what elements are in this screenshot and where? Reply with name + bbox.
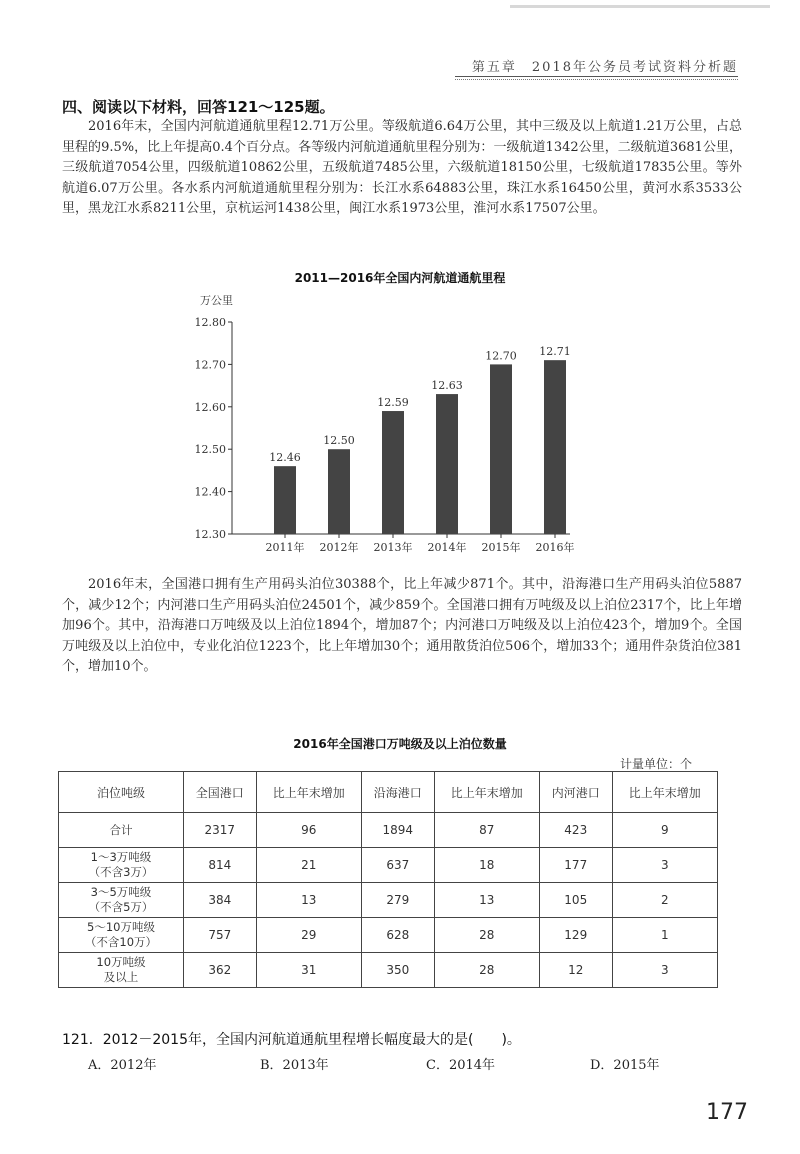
- paragraph-waterway: 2016年末，全国内河航道通航里程12.71万公里。等级航道6.64万公里，其中三级及以上航道1.21万公里，占总里程的9.5%，比上年提高0.4个百分点。各等级内河航道通航里程分别为：一级航道1342公里，二级航道3681公里，三级航道7054公里，四级航道10862公里，五级航道7485公里，六级航道18150公里，七级航道17835公里。等外航道6.07万公里。各水系内河航道通航里程分别为：长江水系64883公里，珠江水系16450公里，黄河水系3533公里，黑龙江水系8211公里，京杭运河1438公里，闽江水系1973公里，淮河水系17507公里。: [62, 119, 742, 216]
- bar: [328, 449, 350, 534]
- header-cell: 泊位吨级: [59, 772, 184, 813]
- option-c[interactable]: C．2014年: [426, 1058, 496, 1073]
- x-tick-label: 2012年: [319, 541, 359, 554]
- table-cell: 2317: [184, 813, 257, 848]
- x-tick-label: 2016年: [535, 541, 575, 554]
- category-line: （不含3万）: [88, 865, 154, 879]
- category-line: 1～3万吨级: [90, 850, 152, 864]
- table-cell: 96: [256, 813, 361, 848]
- table-cell: 1: [612, 918, 717, 953]
- table-cell: 423: [539, 813, 612, 848]
- data-label: 12.46: [269, 451, 301, 465]
- table-cell: 1894: [361, 813, 434, 848]
- bar-chart: [0, 0, 800, 575]
- option-b[interactable]: B．2013年: [260, 1058, 329, 1073]
- question-121: 121．2012－2015年，全国内河航道通航里程增长幅度最大的是( )。: [62, 1032, 521, 1048]
- table-cell: 87: [434, 813, 539, 848]
- table-cell: 105: [539, 883, 612, 918]
- table-cell: 384: [184, 883, 257, 918]
- x-tick-label: 2011年: [265, 541, 305, 554]
- table-cell: 177: [539, 848, 612, 883]
- row-category: [59, 953, 184, 988]
- y-tick-label: 12.60: [194, 400, 226, 414]
- header-cell: 比上年末增加: [256, 772, 361, 813]
- y-axis-label: 万公里: [200, 294, 233, 307]
- bar: [490, 364, 512, 534]
- chart-title: 2011—2016年全国内河航道通航里程: [294, 271, 506, 285]
- table-title: 2016年全国港口万吨级及以上泊位数量: [293, 737, 507, 751]
- y-tick-label: 12.70: [194, 358, 226, 372]
- header-cell: 沿海港口: [361, 772, 434, 813]
- bar: [382, 411, 404, 534]
- table-cell: 21: [256, 848, 361, 883]
- table-row: [59, 883, 718, 918]
- row-category: [59, 883, 184, 918]
- category-line: （不含10万）: [84, 935, 158, 949]
- berth-table: [58, 771, 718, 988]
- row-category: [59, 848, 184, 883]
- table-cell: 2: [612, 883, 717, 918]
- data-label: 12.63: [431, 379, 463, 393]
- table-row: [59, 953, 718, 988]
- table-cell: 13: [434, 883, 539, 918]
- category-line: 5～10万吨级: [87, 920, 155, 934]
- table-cell: 29: [256, 918, 361, 953]
- table-cell: 628: [361, 918, 434, 953]
- table-cell: 757: [184, 918, 257, 953]
- y-tick-label: 12.40: [194, 485, 226, 499]
- category-line: （不含5万）: [88, 900, 154, 914]
- category-line: 10万吨级: [96, 955, 146, 969]
- table-cell: 13: [256, 883, 361, 918]
- data-label: 12.59: [377, 396, 409, 410]
- x-tick-label: 2013年: [373, 541, 413, 554]
- table-cell: 3: [612, 848, 717, 883]
- option-d[interactable]: D．2015年: [590, 1058, 660, 1073]
- table-cell: 279: [361, 883, 434, 918]
- table-cell: 814: [184, 848, 257, 883]
- bar: [544, 360, 566, 534]
- table-row: [59, 813, 718, 848]
- table-cell: 350: [361, 953, 434, 988]
- table-cell: 9: [612, 813, 717, 848]
- table-cell: 129: [539, 918, 612, 953]
- category-line: 3～5万吨级: [90, 885, 152, 899]
- row-category: [59, 813, 184, 848]
- data-label: 12.70: [485, 349, 517, 363]
- x-tick-label: 2015年: [481, 541, 521, 554]
- table-cell: 637: [361, 848, 434, 883]
- header-cell: 内河港口: [539, 772, 612, 813]
- table-cell: 28: [434, 918, 539, 953]
- section-heading: 四、阅读以下材料，回答121～125题。: [62, 98, 335, 116]
- table-header-row: [59, 772, 718, 813]
- header-cell: 比上年末增加: [612, 772, 717, 813]
- header-cell: 全国港口: [184, 772, 257, 813]
- bar: [274, 466, 296, 534]
- y-tick-label: 12.80: [194, 316, 226, 329]
- table-row: [59, 918, 718, 953]
- page-number: 177: [706, 1100, 748, 1125]
- paragraph-ports: 2016年末，全国港口拥有生产用码头泊位30388个，比上年减少871个。其中，沿海港口生产用码头泊位5887个，减少12个；内河港口生产用码头泊位24501个，减少859个。全国港口拥有万吨级及以上泊位2317个，比上年增加96个。其中，沿海港口万吨级及以上泊位1894个，增加87个；内河港口万吨级及以上泊位423个，增加9个。全国万吨级及以上泊位中，专业化泊位1223个，比上年增加30个；通用散货泊位506个，增加33个；通用件杂货泊位381个，增加10个。: [62, 577, 742, 674]
- data-label: 12.71: [539, 345, 571, 359]
- option-a[interactable]: A．2012年: [88, 1058, 157, 1073]
- data-label: 12.50: [323, 434, 355, 448]
- category-line: 合计: [109, 822, 133, 837]
- table-cell: 28: [434, 953, 539, 988]
- table-unit-note: 计量单位：个: [620, 757, 693, 771]
- table-cell: 18: [434, 848, 539, 883]
- running-head: 第五章 2018年公务员考试资料分析题: [471, 60, 738, 75]
- y-tick-label: 12.50: [194, 443, 226, 457]
- table-cell: 31: [256, 953, 361, 988]
- x-tick-label: 2014年: [427, 541, 467, 554]
- table-cell: 3: [612, 953, 717, 988]
- bar: [436, 394, 458, 534]
- y-tick-label: 12.30: [194, 528, 226, 541]
- category-line: 及以上: [103, 970, 139, 984]
- row-category: [59, 918, 184, 953]
- table-row: [59, 848, 718, 883]
- header-cell: 比上年末增加: [434, 772, 539, 813]
- table-cell: 12: [539, 953, 612, 988]
- table-cell: 362: [184, 953, 257, 988]
